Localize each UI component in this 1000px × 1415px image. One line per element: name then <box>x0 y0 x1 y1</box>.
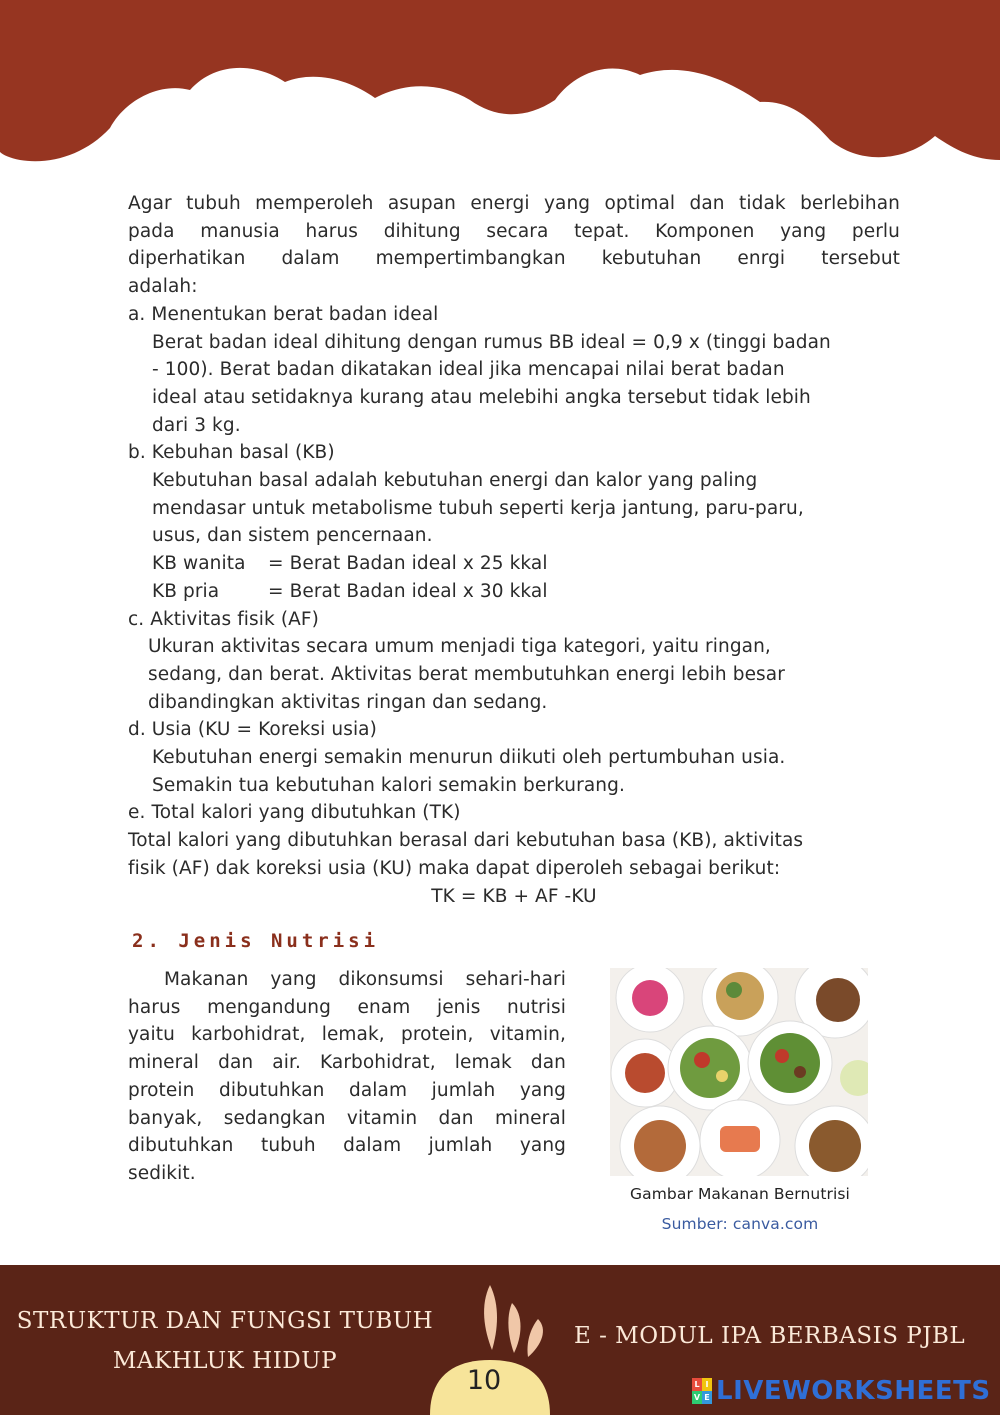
item-d-heading: d. Usia (KU = Koreksi usia) <box>128 719 377 741</box>
kb-pria-label: KB pria <box>152 580 220 602</box>
nutrition-line: sedikit. <box>128 1162 196 1184</box>
tk-formula: TK = KB + AF -KU <box>431 885 597 907</box>
nutrition-line: dibutuhkan tubuh dalam jumlah yang <box>128 1135 566 1157</box>
liveworksheets-watermark <box>692 1376 991 1406</box>
item-c <box>128 606 900 717</box>
figure-source: Sumber: canva.com <box>661 1214 819 1233</box>
item-c-line: dibandingkan aktivitas ringan dan sedang. <box>148 691 548 713</box>
nutrition-line: Makanan yang dikonsumsi sehari-hari <box>164 968 566 990</box>
nutrition-paragraph <box>128 966 566 1188</box>
item-b-line: Kebutuhan basal adalah kebutuhan energi dan kalor yang paling <box>152 470 758 492</box>
item-c-heading: c. Aktivitas fisik (AF) <box>128 608 319 630</box>
item-b-line: usus, dan sistem pencernaan. <box>152 525 433 547</box>
liveworksheets-logo-icon <box>692 1378 712 1404</box>
item-e-line: Total kalori yang dibutuhkan berasal dari kebutuhan basa (KB), aktivitas <box>128 830 804 852</box>
main-content <box>128 190 900 1233</box>
kb-pria-formula <box>152 578 900 606</box>
food-photo <box>610 968 868 1176</box>
item-e <box>128 799 900 910</box>
page-number: 10 <box>466 1365 502 1396</box>
footer-module-name: E - MODUL IPA BERBASIS PJBL <box>574 1323 966 1349</box>
item-a <box>128 301 900 440</box>
item-a-heading: a. Menentukan berat badan ideal <box>128 303 439 325</box>
nutrition-line: mineral dan air. Karbohidrat, lemak dan <box>128 1052 566 1074</box>
nutrition-line: banyak, sedangkan vitamin dan mineral <box>128 1107 566 1129</box>
item-b <box>128 439 900 605</box>
liveworksheets-text: LIVEWORKSHEETS <box>716 1376 991 1406</box>
intro-line: adalah: <box>128 276 198 298</box>
logo-letter: E <box>702 1391 712 1404</box>
intro-line: Agar tubuh memperoleh asupan energi yang optimal dan tidak berlebihan <box>128 193 900 214</box>
item-b-line: mendasar untuk metabolisme tubuh seperti kerja jantung, paru-paru, <box>152 497 804 519</box>
item-d <box>128 716 900 799</box>
nutrition-line: protein dibutuhkan dalam jumlah yang <box>128 1079 566 1101</box>
item-b-heading: b. Kebuhan basal (KB) <box>128 442 335 464</box>
kb-pria-value: = Berat Badan ideal x 30 kkal <box>268 580 548 602</box>
logo-letter: L <box>692 1378 702 1391</box>
intro-line: pada manusia harus dihitung secara tepat. Komponen yang perlu <box>128 220 900 242</box>
section-title-jenis-nutrisi: 2. Jenis Nutrisi <box>132 930 380 953</box>
item-e-heading: e. Total kalori yang dibutuhkan (TK) <box>128 802 461 824</box>
top-scalloped-banner <box>0 0 1000 170</box>
item-a-line: - 100). Berat badan dikatakan ideal jika mencapai nilai berat badan <box>152 359 785 381</box>
item-a-line: Berat badan ideal dihitung dengan rumus BB ideal = 0,9 x (tinggi badan <box>152 331 831 353</box>
nutrition-line: yaitu karbohidrat, lemak, protein, vitamin, <box>128 1024 566 1046</box>
item-e-line: fisik (AF) dak koreksi usia (KU) maka dapat diperoleh sebagai berikut: <box>128 857 781 879</box>
item-c-line: Ukuran aktivitas secara umum menjadi tiga kategori, yaitu ringan, <box>148 636 771 658</box>
nutrition-line: harus mengandung enam jenis nutrisi <box>128 996 566 1018</box>
item-a-line: ideal atau setidaknya kurang atau melebihi angka tersebut tidak lebih <box>152 386 811 408</box>
footer-topic-line2: MAKHLUK HIDUP <box>112 1348 338 1374</box>
kb-wanita-formula <box>152 550 900 578</box>
nutrition-section <box>128 966 900 1233</box>
food-figure <box>610 968 868 1238</box>
kb-wanita-value: = Berat Badan ideal x 25 kkal <box>268 553 548 575</box>
figure-caption: Gambar Makanan Bernutrisi <box>630 1184 850 1203</box>
logo-letter: V <box>693 1393 701 1402</box>
item-d-line: Semakin tua kebutuhan kalori semakin berkurang. <box>152 774 625 796</box>
footer-topic-line1: STRUKTUR DAN FUNGSI TUBUH <box>16 1308 434 1334</box>
item-a-line: dari 3 kg. <box>152 414 241 436</box>
kb-wanita-label: KB wanita <box>152 553 246 575</box>
intro-paragraph <box>128 190 900 301</box>
footer-module-topic <box>10 1301 440 1381</box>
logo-letter: I <box>702 1378 712 1391</box>
item-c-line: sedang, dan berat. Aktivitas berat membutuhkan energi lebih besar <box>148 663 785 685</box>
item-d-line: Kebutuhan energi semakin menurun diikuti oleh pertumbuhan usia. <box>152 747 786 769</box>
intro-line: diperhatikan dalam mempertimbangkan kebutuhan enrgi tersebut <box>128 248 900 270</box>
